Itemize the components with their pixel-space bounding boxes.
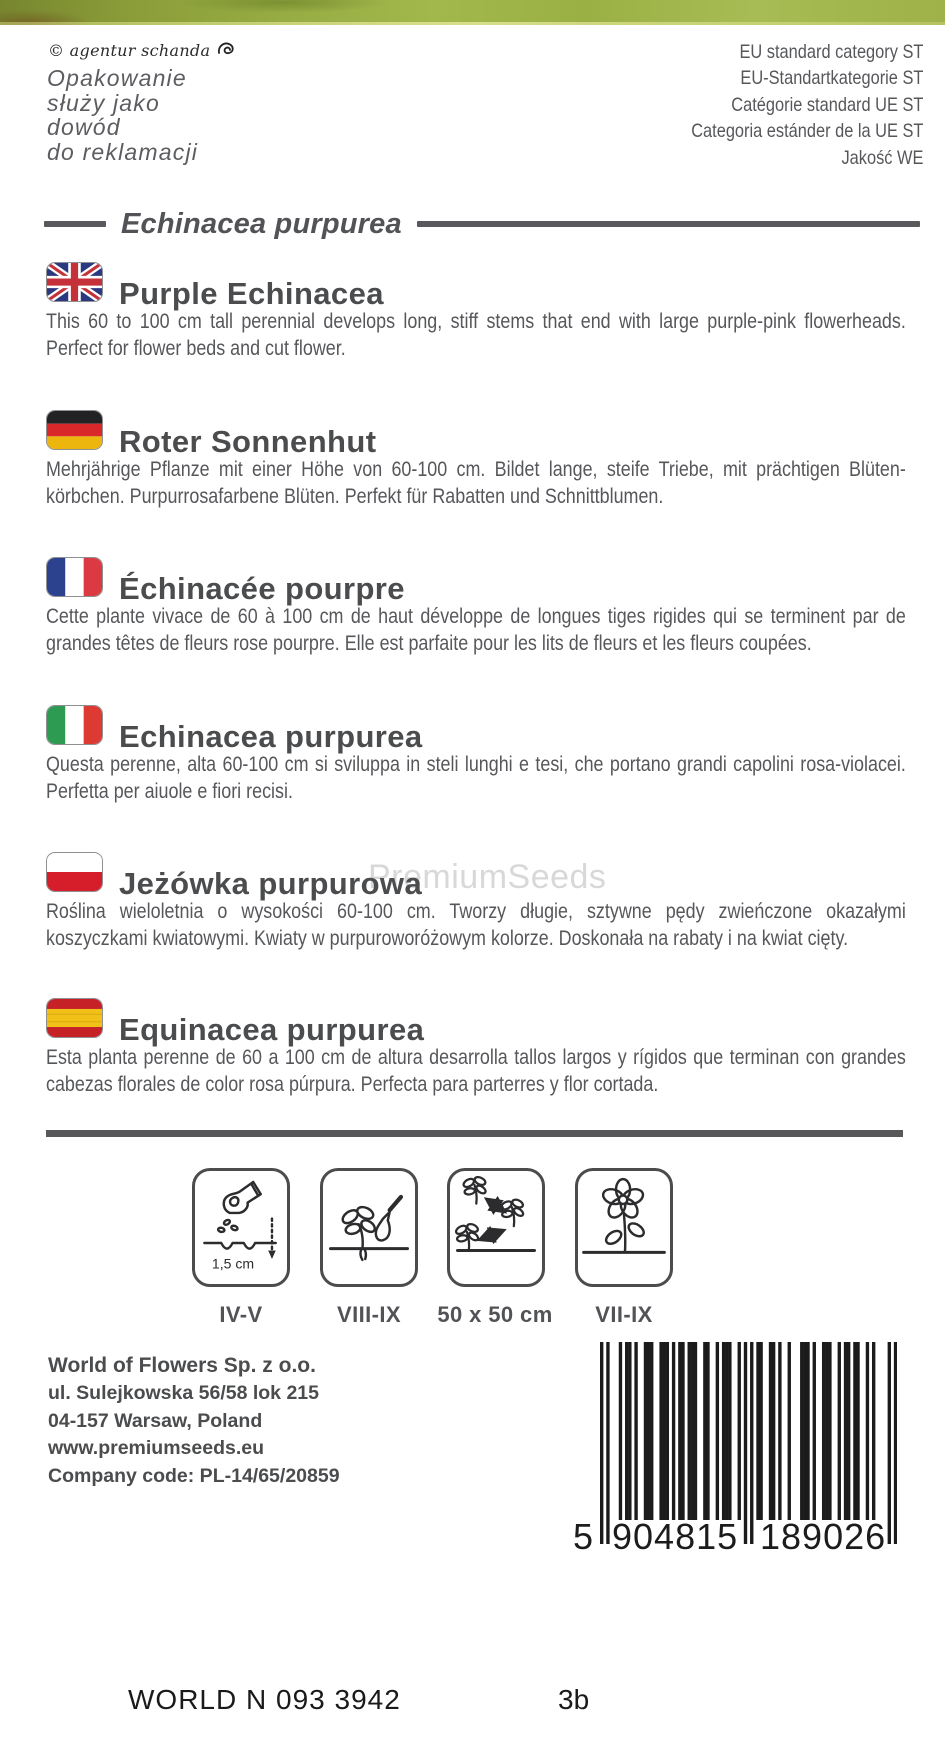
company-address-block: [48, 1352, 340, 1490]
planting-period-label: VIII-IX: [337, 1302, 401, 1327]
barcode-digits-group1: 904815: [612, 1516, 739, 1557]
eu-category-line: Jakość WE: [841, 146, 923, 169]
packaging-note: [47, 66, 198, 164]
italy-flag-icon: [46, 705, 103, 745]
poland-flag-icon: [46, 852, 103, 892]
spain-flag-icon: [46, 998, 103, 1038]
eu-category-line: EU-Standartkategorie ST: [739, 67, 923, 90]
variety-description-en: This 60 to 100 cm tall perennial develops long, stiff stems that end with large purple-pink flowerheads. Perfect for flower beds and cut flower.: [46, 310, 906, 360]
packaging-note-line: dowód: [47, 114, 121, 141]
sowing-period-label: IV-V: [219, 1302, 263, 1327]
header-dash-left: [44, 221, 106, 227]
company-address-line: ul. Sulejkowska 56/58 lok 215: [48, 1382, 319, 1404]
barcode-bars: [600, 1342, 897, 1544]
germany-flag-icon: [46, 410, 103, 450]
section-heading-row: [46, 557, 906, 606]
barcode-digit-left: 5: [573, 1516, 595, 1557]
watermark-text: PremiumSeeds: [368, 858, 607, 896]
variety-description-de: Mehrjährige Pflanze mit einer Höhe von 60-100 cm. Bildet lange, steife Triebe, mit prächtigen Blüten-körbchen. Purpurrosafarbene Blüten. Perfekt für Rabatten und Schnittblumen.: [46, 458, 906, 508]
uk-flag-icon: [46, 262, 103, 302]
variety-name-de: Roter Sonnenhut: [119, 423, 377, 459]
ean13-barcode: [573, 1342, 897, 1564]
eu-category-line: Categoria estánder de la UE ST: [690, 120, 923, 143]
copyright-text: © agentur schanda: [48, 40, 211, 60]
header-dash-right: [417, 221, 920, 227]
section-heading-row: [46, 705, 906, 754]
flowering-period-icon: [575, 1168, 673, 1287]
eu-category-line: Catégorie standard UE ST: [730, 93, 923, 116]
section-divider: [46, 1130, 903, 1137]
section-polish: [46, 852, 906, 952]
swirl-logo-icon: [217, 40, 237, 60]
variety-name-fr: Échinacée pourpre: [119, 570, 405, 606]
plant-spacing-icon: [447, 1168, 545, 1287]
section-heading-row: [46, 852, 906, 901]
section-heading-row: [46, 998, 906, 1047]
latin-name-header: [44, 207, 920, 241]
variety-description-pl: Roślina wieloletnia o wysokości 60-100 cm. Tworzy długie, sztywne pędy zwieńczone okazałymi koszyczkami kwiatowymi. Kwiaty w purpuroworóżowym kolorze. Doskonała na rabaty i na kwiat cięty.: [46, 900, 906, 950]
packaging-note-line: do reklamacji: [47, 138, 199, 165]
variety-description-it: Questa perenne, alta 60-100 cm si sviluppa in steli lunghi e tesi, che portano grandi capolini rosa-violacei. Perfetta per aiuole e fiori recisi.: [46, 753, 906, 803]
variety-description-es: Esta planta perenne de 60 a 100 cm de altura desarrolla tallos largos y rígidos que terminan con grandes cabezas florales de color rosa púrpura. Perfecta para parterres y flor cortada.: [46, 1046, 906, 1096]
company-address-line: 04-157 Warsaw, Poland: [48, 1409, 263, 1432]
flowering-period-label: VII-IX: [595, 1302, 653, 1327]
packet-code: 3b: [558, 1684, 590, 1715]
section-french: [46, 557, 906, 657]
packaging-note-line: Opakowanie: [47, 65, 187, 91]
barcode-digits-group2: 189026: [760, 1516, 887, 1557]
section-italian: [46, 705, 906, 805]
france-flag-icon: [46, 557, 103, 597]
variety-name-es: Equinacea purpurea: [119, 1011, 425, 1047]
eu-category-line: EU standard category ST: [739, 41, 923, 63]
sowing-depth-label: 1,5 cm: [211, 1255, 255, 1272]
variety-name-en: Purple Echinacea: [119, 275, 384, 311]
variety-name-it: Echinacea purpurea: [119, 718, 423, 754]
section-english: [46, 262, 906, 362]
planting-trowel-icon: [320, 1168, 418, 1287]
company-name: World of Flowers Sp. z o.o.: [48, 1354, 316, 1377]
section-spanish: [46, 998, 906, 1098]
header-photo-strip: [0, 0, 945, 25]
spacing-label: 50 x 50 cm: [437, 1302, 553, 1327]
page-title: Echinacea purpurea: [121, 207, 402, 240]
packaging-note-line: służy jako: [47, 89, 160, 116]
section-heading-row: [46, 262, 906, 311]
variety-description-fr: Cette plante vivace de 60 à 100 cm de haut développe de longues tiges rigides qui se terminent par de grandes têtes de fleurs rose pourpre. Elle est parfaite pour les lits de fleurs et les fleurs coupées.: [46, 605, 906, 655]
copyright-note: [48, 40, 237, 60]
variety-name-pl: Jeżówka purpurowa: [119, 865, 423, 901]
sowing-hand-icon: [192, 1168, 290, 1287]
batch-number: WORLD N 093 3942: [128, 1684, 401, 1715]
company-code: Company code: PL-14/65/20859: [48, 1464, 340, 1487]
section-heading-row: [46, 410, 906, 459]
company-website: www.premiumseeds.eu: [48, 1437, 265, 1459]
section-german: [46, 410, 906, 510]
eu-category-block: [691, 39, 923, 171]
